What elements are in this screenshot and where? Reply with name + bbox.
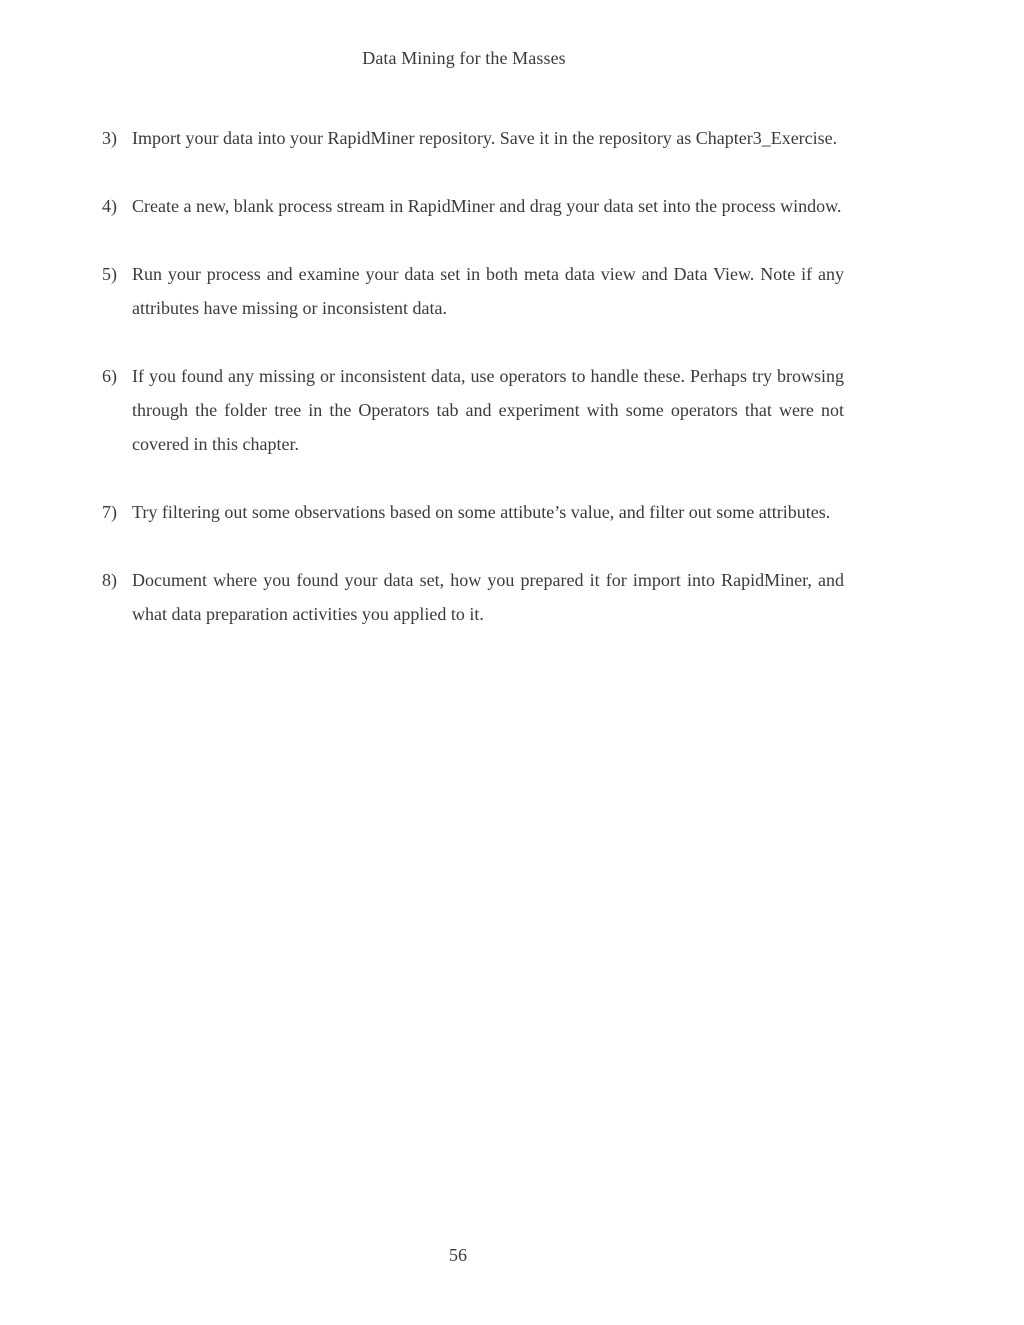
exercise-text: Import your data into your RapidMiner repository. Save it in the repository as Chapter3_Exercise. [132, 128, 838, 148]
exercise-item [102, 189, 844, 223]
exercise-number: 4) [102, 196, 117, 216]
exercise-text: If you found any missing or inconsistent data, use operators to handle these. Perhaps try browsing through the folder tree in the Operators tab and experiment with some operators that were not covered in this chapter. [132, 366, 844, 454]
exercise-item [102, 257, 844, 325]
exercise-text: Try filtering out some observations based on some attibute’s value, and filter out some attributes. [132, 502, 831, 522]
exercise-number: 6) [102, 366, 117, 386]
exercise-number: 7) [102, 502, 117, 522]
exercise-number: 8) [102, 570, 117, 590]
exercise-number: 5) [102, 264, 117, 284]
exercise-text: Run your process and examine your data set in both meta data view and Data View. Note if any attributes have missing or inconsistent data. [132, 264, 844, 318]
exercise-number: 3) [102, 128, 117, 148]
exercise-text: Create a new, blank process stream in RapidMiner and drag your data set into the process window. [132, 196, 842, 216]
exercise-item [102, 359, 844, 461]
exercise-item [102, 121, 844, 155]
page-number: 56 [449, 1245, 467, 1265]
running-header: Data Mining for the Masses [362, 48, 566, 68]
exercise-item [102, 495, 844, 529]
exercise-text: Document where you found your data set, how you prepared it for import into RapidMiner, and what data preparation activities you applied to it. [132, 570, 844, 624]
exercise-item [102, 563, 844, 631]
exercise-list [102, 121, 844, 665]
